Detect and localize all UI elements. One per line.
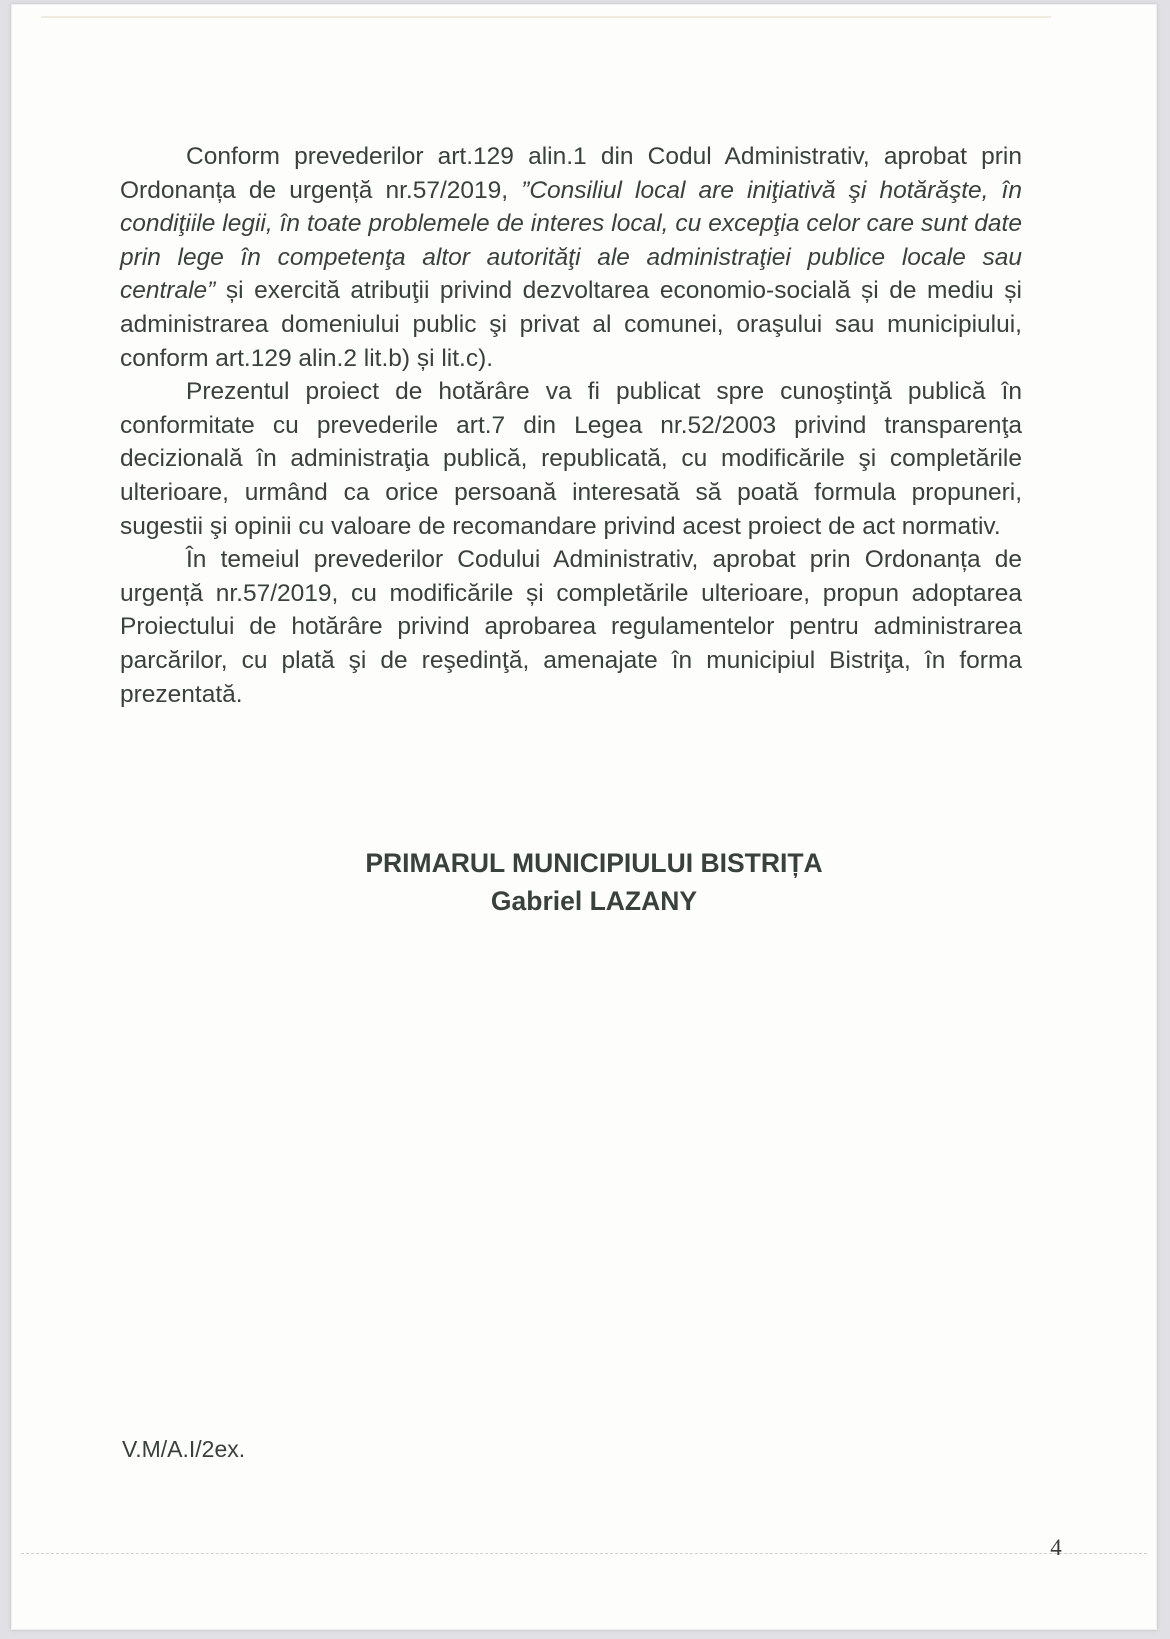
paragraph: Conform prevederilor art.129 alin.1 din Codul Administrativ, aprobat prin Ordonanța de urgență nr.57/2019, ”Consiliul local are iniţiativă şi hotărăşte, în condiţiile legii, în toate problemele de interes local, cu excepţia celor care sunt date prin lege în competenţa altor autorităţi ale administraţiei publice locale sau centrale” și exercită atribuţii privind dezvoltarea economio-socială și de mediu și administrarea domeniului public şi privat al comunei, oraşului sau municipiului, conform art.129 alin.2 lit.b) și lit.c). bbox=[120, 143, 1022, 372]
signature-name: Gabriel LAZANY bbox=[490, 886, 698, 916]
signature-title: PRIMARUL MUNICIPIULUI BISTRIȚA bbox=[365, 848, 823, 878]
paragraph: Prezentul proiect de hotărâre va fi publicat spre cunoştinţă publică în conformitate cu prevederile art.7 din Legea nr.52/2003 privind transparenţa decizională în administraţia publică, republicată, cu modificările şi completările ulterioare, urmând ca orice persoană interesată să poată formula propuneri, sugestii şi opinii cu valoare de recomandare privind acest proiect de act normativ. bbox=[120, 378, 1022, 540]
scan-artifact-line-bottom bbox=[21, 1553, 1147, 1554]
page-number: 4 bbox=[1050, 1535, 1062, 1560]
document-page bbox=[11, 4, 1157, 1630]
document-body bbox=[120, 140, 1022, 711]
scan-artifact-line-top bbox=[41, 16, 1051, 18]
signature-block bbox=[143, 844, 1045, 920]
paragraph: În temeiul prevederilor Codului Administrativ, aprobat prin Ordonanța de urgență nr.57/2019, cu modificările și completările ulterioare, propun adoptarea Proiectului de hotărâre privind aprobarea regulamentelor pentru administrarea parcărilor, cu plată şi de reşedinţă, amenajate în municipiul Bistriţa, în forma prezentată. bbox=[120, 546, 1022, 708]
document-reference-code: V.M/A.I/2ex. bbox=[122, 1436, 246, 1462]
